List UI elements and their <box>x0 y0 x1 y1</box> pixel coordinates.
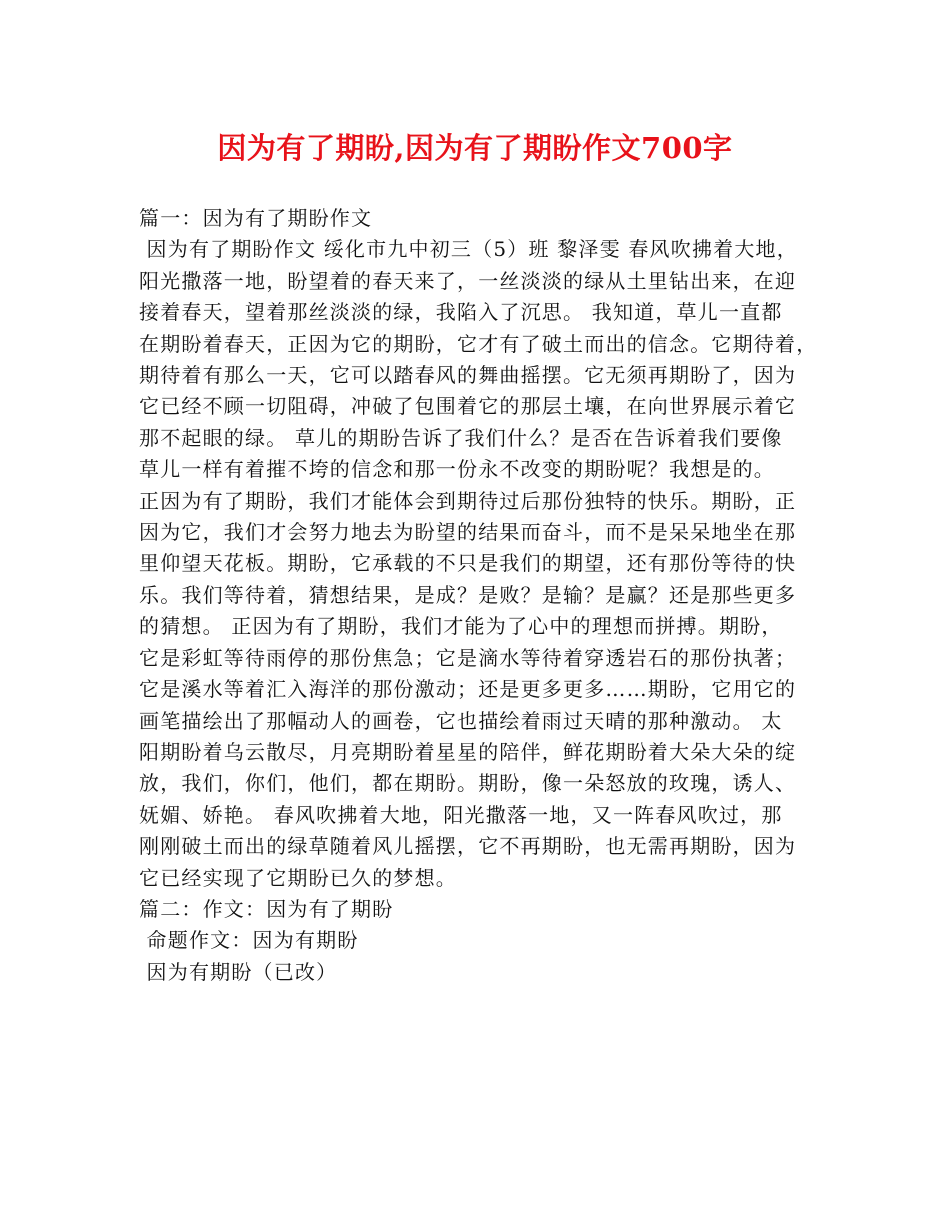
body-line: 它已经实现了它期盼已久的梦想。 <box>139 865 457 890</box>
body-line: 妩媚、娇艳。 春风吹拂着大地，阳光撒落一地，又一阵春风吹过，那 <box>139 802 783 827</box>
body-line: 正因为有了期盼，我们才能体会到期待过后那份独特的快乐。期盼，正 <box>139 488 797 513</box>
body-line: 刚刚破土而出的绿草随着风儿摇摆，它不再期盼，也无需再期盼，因为 <box>139 834 797 859</box>
body-line: 接着春天，望着那丝淡淡的绿，我陷入了沉思。 我知道，草儿一直都 <box>139 300 783 325</box>
body-line: 在期盼着春天，正因为它的期盼，它才有了破土而出的信念。它期待着， <box>139 331 818 356</box>
body-line: 因为它，我们才会努力地去为盼望的结果而奋斗，而不是呆呆地坐在那 <box>139 520 797 545</box>
document-title: 因为有了期盼,因为有了期盼作文700字 <box>217 131 733 165</box>
body-line: 阳期盼着乌云散尽，月亮期盼着星星的陪伴，鲜花期盼着大朵大朵的绽 <box>139 739 797 764</box>
section-heading: 篇二：作文：因为有了期盼 <box>139 896 394 921</box>
body-line: 期待着有那么一天，它可以踏春风的舞曲摇摆。它无须再期盼了，因为 <box>139 363 797 388</box>
body-line: 那不起眼的绿。 草儿的期盼告诉了我们什么？是否在告诉着我们要像 <box>139 425 783 450</box>
body-line: 乐。我们等待着，猜想结果，是成？是败？是输？是赢？还是那些更多 <box>139 582 797 607</box>
body-line: 它是彩虹等待雨停的那份焦急；它是滴水等待着穿透岩石的那份执著； <box>139 645 797 670</box>
body-line: 里仰望天花板。期盼，它承载的不只是我们的期望，还有那份等待的快 <box>139 551 797 576</box>
body-line: 阳光撒落一地，盼望着的春天来了，一丝淡淡的绿从土里钻出来，在迎 <box>139 268 797 293</box>
body-line: 篇一：因为有了期盼作文 <box>139 206 373 230</box>
body-line: 画笔描绘出了那幅动人的画卷，它也描绘着雨过天晴的那种激动。 太 <box>139 708 783 733</box>
body-line: 它是溪水等着汇入海洋的那份激动；还是更多更多……期盼，它用它的 <box>139 677 797 702</box>
document-body <box>139 203 825 988</box>
body-line: 因为有期盼（已改） <box>139 959 338 984</box>
body-line: 放，我们，你们，他们，都在期盼。期盼，像一朵怒放的玫瑰，诱人、 <box>139 771 797 796</box>
body-line: 因为有了期盼作文 绥化市九中初三（5）班 黎泽雯 春风吹拂着大地， <box>139 237 798 262</box>
body-line: 草儿一样有着摧不垮的信念和那一份永不改变的期盼呢？我想是的。 <box>139 457 775 482</box>
body-line: 的猜想。 正因为有了期盼，我们才能为了心中的理想而拼搏。期盼， <box>139 614 783 639</box>
body-line: 它已经不顾一切阻碍，冲破了包围着它的那层土壤，在向世界展示着它 <box>139 394 797 419</box>
body-line: 命题作文：因为有期盼 <box>139 928 359 953</box>
